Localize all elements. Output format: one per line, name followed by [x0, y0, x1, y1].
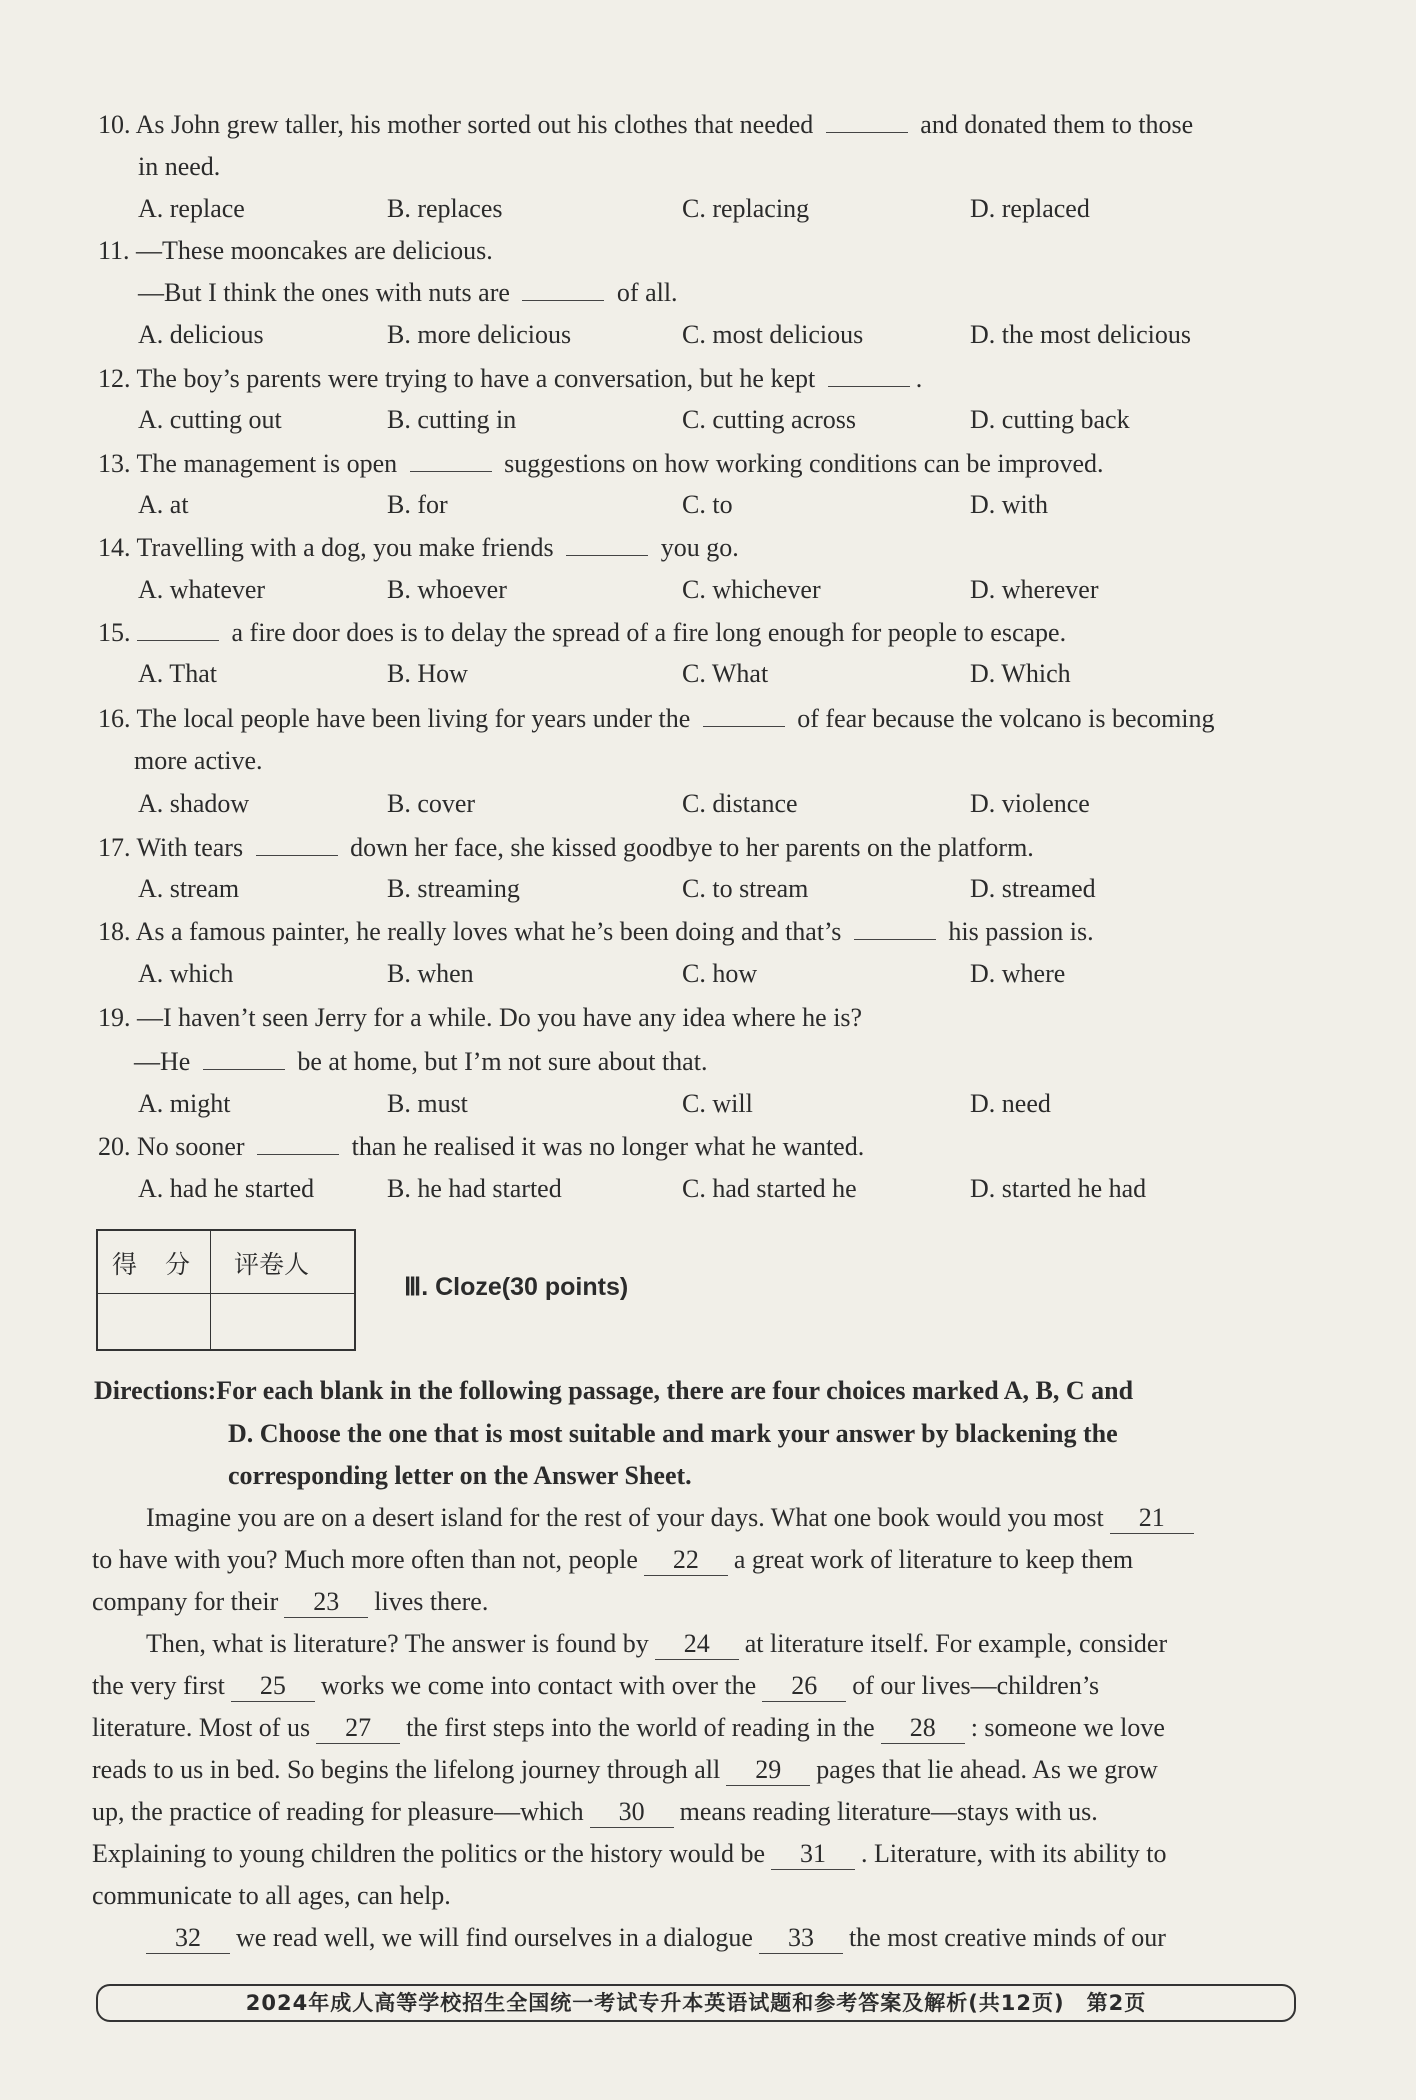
question-number: 13.	[98, 449, 131, 478]
page-footer: 2024年成人高等学校招生全国统一考试专升本英语试题和参考答案及解析(共12页) 第2页	[96, 1984, 1296, 2022]
cloze-blank-23: 23	[284, 1587, 368, 1618]
question-text: than he realised it was no longer what he wanted.	[351, 1132, 865, 1161]
question-20	[98, 1132, 1318, 1162]
option-b: B. for	[387, 490, 448, 519]
option-c: C. had started he	[682, 1174, 857, 1203]
question-number: 16.	[98, 704, 131, 733]
option-d: D. need	[970, 1089, 1051, 1118]
option-a: A. at	[138, 490, 189, 519]
question-text: and donated them to those	[920, 110, 1194, 139]
question-text: The management is open	[136, 449, 398, 478]
answer-blank	[703, 704, 785, 727]
option-c: C. distance	[682, 789, 798, 818]
question-text: No sooner	[137, 1132, 245, 1161]
question-text: a fire door does is to delay the spread of a fire long enough for people to escape.	[231, 618, 1067, 647]
passage-line: 32 we read well, we will find ourselves in a dialogue 33 the most creative minds of our	[146, 1923, 1166, 1954]
answer-blank	[203, 1047, 285, 1070]
directions-text: For each blank in the following passage, there are four choices marked A, B, C and	[216, 1376, 1134, 1405]
question-text: down her face, she kissed goodbye to her parents on the platform.	[350, 833, 1034, 862]
option-d: D. the most delicious	[970, 320, 1191, 349]
option-a: A. cutting out	[138, 405, 282, 434]
option-b: B. How	[387, 659, 468, 688]
option-a: A. delicious	[138, 320, 264, 349]
question-text: his passion is.	[948, 917, 1094, 946]
answer-blank	[854, 917, 936, 940]
passage-line: company for their 23 lives there.	[92, 1587, 489, 1616]
answer-blank	[828, 364, 910, 387]
cloze-blank-30: 30	[590, 1797, 674, 1828]
question-number: 15.	[98, 618, 131, 647]
cloze-blank-24: 24	[655, 1629, 739, 1660]
question-14	[98, 533, 1318, 563]
option-b: B. he had started	[387, 1174, 562, 1203]
cloze-blank-33: 33	[759, 1923, 843, 1954]
question-text: As John grew taller, his mother sorted out his clothes that needed	[135, 110, 814, 139]
directions-line-1	[94, 1376, 1133, 1406]
passage-line: up, the practice of reading for pleasure—which 30 means reading literature—stays with us.	[92, 1797, 1098, 1826]
option-c: C. will	[682, 1089, 753, 1118]
cloze-blank-22: 22	[644, 1545, 728, 1576]
cloze-blank-28: 28	[881, 1713, 965, 1744]
passage-line: to have with you? Much more often than not, people 22 a great work of literature to keep them	[92, 1545, 1134, 1574]
question-text: —He	[134, 1047, 191, 1076]
question-number: 11.	[98, 236, 130, 265]
answer-blank	[410, 449, 492, 472]
score-box	[96, 1229, 356, 1351]
option-c: C. whichever	[682, 575, 821, 604]
option-d: D. with	[970, 490, 1048, 519]
question-number: 10.	[98, 110, 131, 139]
question-text: The local people have been living for years under the	[136, 704, 691, 733]
option-b: B. more delicious	[387, 320, 572, 349]
option-a: A. might	[138, 1089, 231, 1118]
option-d: D. violence	[970, 789, 1090, 818]
answer-blank	[566, 533, 648, 556]
question-number: 19.	[98, 1003, 131, 1032]
question-text: —But I think the ones with nuts are	[138, 278, 510, 307]
option-a: A. whatever	[138, 575, 266, 604]
score-box-divider	[210, 1231, 211, 1349]
option-c: C. cutting across	[682, 405, 857, 434]
question-text: The boy’s parents were trying to have a conversation, but he kept	[136, 364, 816, 393]
passage-line: Then, what is literature? The answer is found by 24 at literature itself. For example, consider	[146, 1629, 1168, 1658]
cloze-blank-26: 26	[762, 1671, 846, 1702]
option-d: D. streamed	[970, 874, 1096, 903]
question-text: you go.	[660, 533, 739, 562]
question-number: 18.	[98, 917, 131, 946]
section-title: Ⅲ. Cloze(30 points)	[404, 1273, 629, 1301]
option-d: D. cutting back	[970, 405, 1130, 434]
option-c: C. to	[682, 490, 733, 519]
answer-blank	[826, 110, 908, 133]
option-a: A. stream	[138, 874, 240, 903]
passage-line: reads to us in bed. So begins the lifelong journey through all 29 pages that lie ahead. As we grow	[92, 1755, 1158, 1784]
cloze-blank-31: 31	[771, 1839, 855, 1870]
option-b: B. when	[387, 959, 474, 988]
option-d: D. replaced	[970, 194, 1090, 223]
question-17	[98, 833, 1318, 863]
passage-line: communicate to all ages, can help.	[92, 1881, 451, 1910]
passage-line: literature. Most of us 27 the first steps into the world of reading in the 28 : someone we love	[92, 1713, 1165, 1742]
option-b: B. replaces	[387, 194, 503, 223]
question-text: of all.	[616, 278, 678, 307]
question-12	[98, 364, 1318, 394]
question-text: —These mooncakes are delicious.	[136, 236, 493, 265]
question-text: in need.	[138, 152, 221, 181]
answer-blank	[256, 833, 338, 856]
option-d: D. where	[970, 959, 1066, 988]
question-text: more active.	[134, 746, 263, 775]
question-text: .	[915, 364, 923, 393]
question-text: —I haven’t seen Jerry for a while. Do you have any idea where he is?	[137, 1003, 863, 1032]
question-text: Travelling with a dog, you make friends	[136, 533, 554, 562]
cloze-blank-32: 32	[146, 1923, 230, 1954]
question-text: of fear because the volcano is becoming	[797, 704, 1215, 733]
option-a: A. had he started	[138, 1174, 315, 1203]
option-b: B. cutting in	[387, 405, 517, 434]
answer-blank	[257, 1132, 339, 1155]
cloze-blank-25: 25	[231, 1671, 315, 1702]
question-text: With tears	[136, 833, 244, 862]
option-c: C. replacing	[682, 194, 810, 223]
question-number: 20.	[98, 1132, 131, 1161]
passage-line: the very first 25 works we come into contact with over the 26 of our lives—children’s	[92, 1671, 1100, 1700]
option-a: A. which	[138, 959, 234, 988]
directions-label: Directions:	[94, 1376, 217, 1405]
question-number: 12.	[98, 364, 131, 393]
question-text: suggestions on how working conditions can be improved.	[504, 449, 1104, 478]
grader-label: 评卷人	[234, 1250, 310, 1279]
option-d: D. Which	[970, 659, 1071, 688]
directions-line-2: D. Choose the one that is most suitable and mark your answer by blackening the	[228, 1419, 1118, 1448]
option-a: A. replace	[138, 194, 245, 223]
option-c: C. most delicious	[682, 320, 864, 349]
option-b: B. must	[387, 1089, 468, 1118]
option-c: C. What	[682, 659, 769, 688]
option-c: C. to stream	[682, 874, 809, 903]
option-d: D. wherever	[970, 575, 1099, 604]
option-b: B. whoever	[387, 575, 507, 604]
option-c: C. how	[682, 959, 758, 988]
answer-blank	[522, 278, 604, 301]
cloze-blank-29: 29	[726, 1755, 810, 1786]
cloze-blank-27: 27	[316, 1713, 400, 1744]
question-text: As a famous painter, he really loves what he’s been doing and that’s	[135, 917, 842, 946]
score-label: 得 分	[112, 1250, 200, 1279]
option-a: A. That	[138, 659, 217, 688]
option-a: A. shadow	[138, 789, 250, 818]
passage-line: Explaining to young children the politics or the history would be 31 . Literature, with its ability to	[92, 1839, 1167, 1868]
answer-blank	[137, 618, 219, 641]
passage-line: Imagine you are on a desert island for the rest of your days. What one book would you most 21	[146, 1503, 1200, 1534]
question-18	[98, 917, 1318, 947]
question-text: be at home, but I’m not sure about that.	[297, 1047, 708, 1076]
option-b: B. cover	[387, 789, 476, 818]
cloze-blank-21: 21	[1110, 1503, 1194, 1534]
question-13	[98, 449, 1318, 479]
option-b: B. streaming	[387, 874, 520, 903]
directions-line-3: corresponding letter on the Answer Sheet.	[228, 1461, 692, 1490]
question-15	[98, 618, 1318, 648]
option-d: D. started he had	[970, 1174, 1147, 1203]
question-number: 17.	[98, 833, 131, 862]
question-number: 14.	[98, 533, 131, 562]
